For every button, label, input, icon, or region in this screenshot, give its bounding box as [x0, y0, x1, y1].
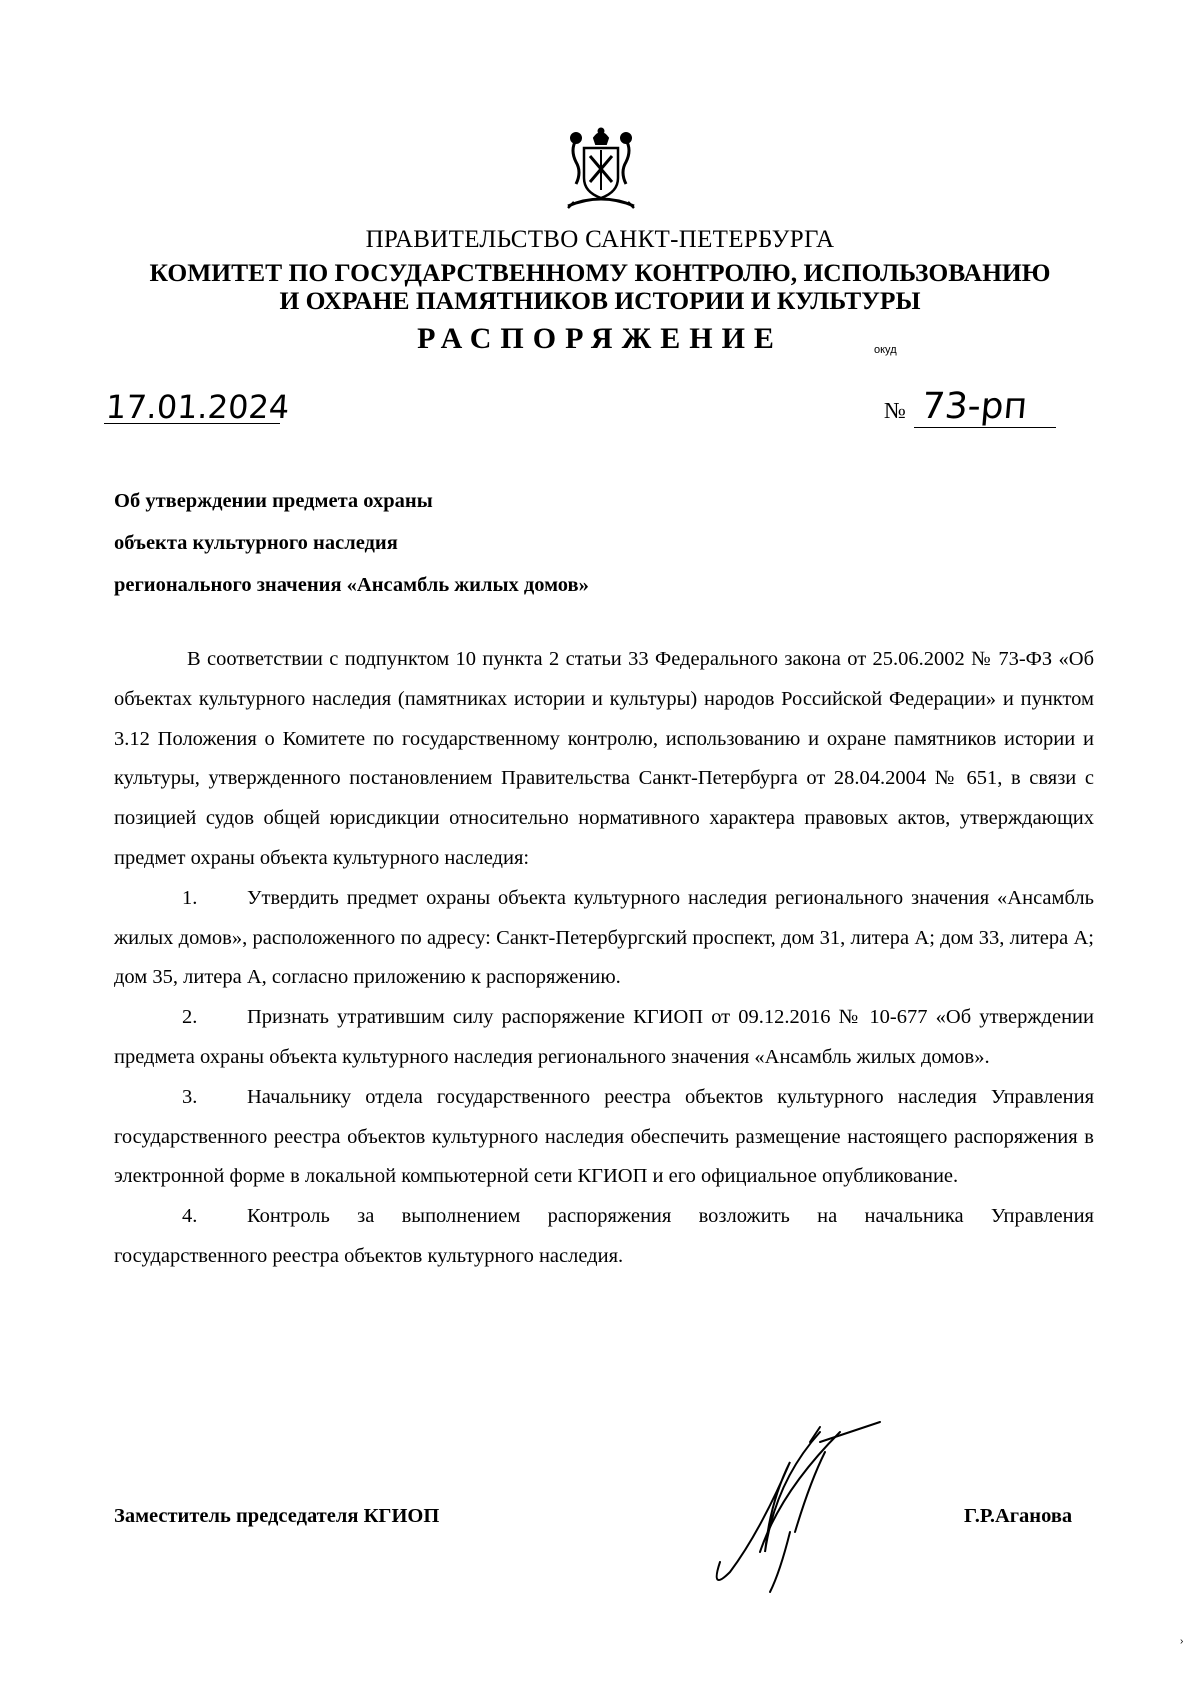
page-mark: ›: [1180, 1636, 1184, 1647]
item-number: 1.: [182, 886, 198, 909]
committee-name-line-1: КОМИТЕТ ПО ГОСУДАРСТВЕННОМУ КОНТРОЛЮ, ИСПОЛЬЗОВАНИЮ: [149, 258, 1051, 287]
signatory-position: Заместитель председателя КГИОП: [114, 1505, 440, 1527]
item-text: Утвердить предмет охраны объекта культурного наследия регионального значения «Ансамбль жилых домов», расположенного по адресу: Санкт-Петербургский проспект, дом 31, литера А; дом 33, литера А; дом 35, литера А, согласно приложению к распоряжению.: [114, 886, 1094, 989]
item-number: 4.: [182, 1205, 198, 1228]
handwritten-signature: [700, 1412, 920, 1612]
signatory-name: Г.Р.Аганова: [964, 1505, 1073, 1527]
saint-petersburg-coat-of-arms-icon: [556, 126, 646, 212]
item-number: 3.: [182, 1085, 198, 1108]
government-name: ПРАВИТЕЛЬСТВО САНКТ-ПЕТЕРБУРГА: [365, 226, 835, 253]
numbered-item: [114, 879, 1094, 998]
subject-line: объекта культурного наследия: [114, 532, 398, 554]
item-text: Начальнику отдела государственного реестра объектов культурного наследия Управления государственного реестра объектов культурного наследия обеспечить размещение настоящего распоряжения в электронной форме в локальной компьютерной сети КГИОП и его официальное опубликование.: [114, 1085, 1094, 1188]
number-underline: [914, 426, 1056, 428]
document-date: 17.01.2024: [104, 388, 291, 426]
document-subject: [114, 490, 589, 616]
okud-label: окуд: [874, 344, 897, 356]
numbered-item: [114, 1078, 1094, 1197]
item-text: Контроль за выполнением распоряжения возложить на начальника Управления государственного реестра объектов культурного наследия.: [114, 1205, 1094, 1267]
number-label: №: [884, 398, 906, 423]
subject-line: Об утверждении предмета охраны: [114, 490, 433, 512]
document-number: 73-рп: [920, 386, 1029, 427]
committee-name-line-2: И ОХРАНЕ ПАМЯТНИКОВ ИСТОРИИ И КУЛЬТУРЫ: [279, 286, 921, 315]
numbered-item: [114, 998, 1094, 1078]
item-text: Признать утратившим силу распоряжение КГИОП от 09.12.2016 № 10-677 «Об утверждении предмета охраны объекта культурного наследия регионального значения «Ансамбль жилых домов».: [114, 1006, 1094, 1068]
numbered-item: [114, 1197, 1094, 1277]
document-type-title: РАСПОРЯЖЕНИЕ: [417, 322, 783, 355]
item-number: 2.: [182, 1006, 198, 1029]
document-body: [114, 640, 1094, 1277]
date-underline: [104, 422, 280, 424]
subject-line: регионального значения «Ансамбль жилых домов»: [114, 574, 589, 596]
preamble-paragraph: В соответствии с подпунктом 10 пункта 2 статьи 33 Федерального закона от 25.06.2002 № 73-ФЗ «Об объектах культурного наследия (памятниках истории и культуры) народов Российской Федерации» и пунктом 3.12 Положения о Комитете по государственному контролю, использованию и охране памятников истории и культуры, утвержденного постановлением Правительства Санкт-Петербурга от 28.04.2004 № 651, в связи с позицией судов общей юрисдикции относительно нормативного характера правовых актов, утверждающих предмет охраны объекта культурного наследия:: [114, 648, 1094, 869]
